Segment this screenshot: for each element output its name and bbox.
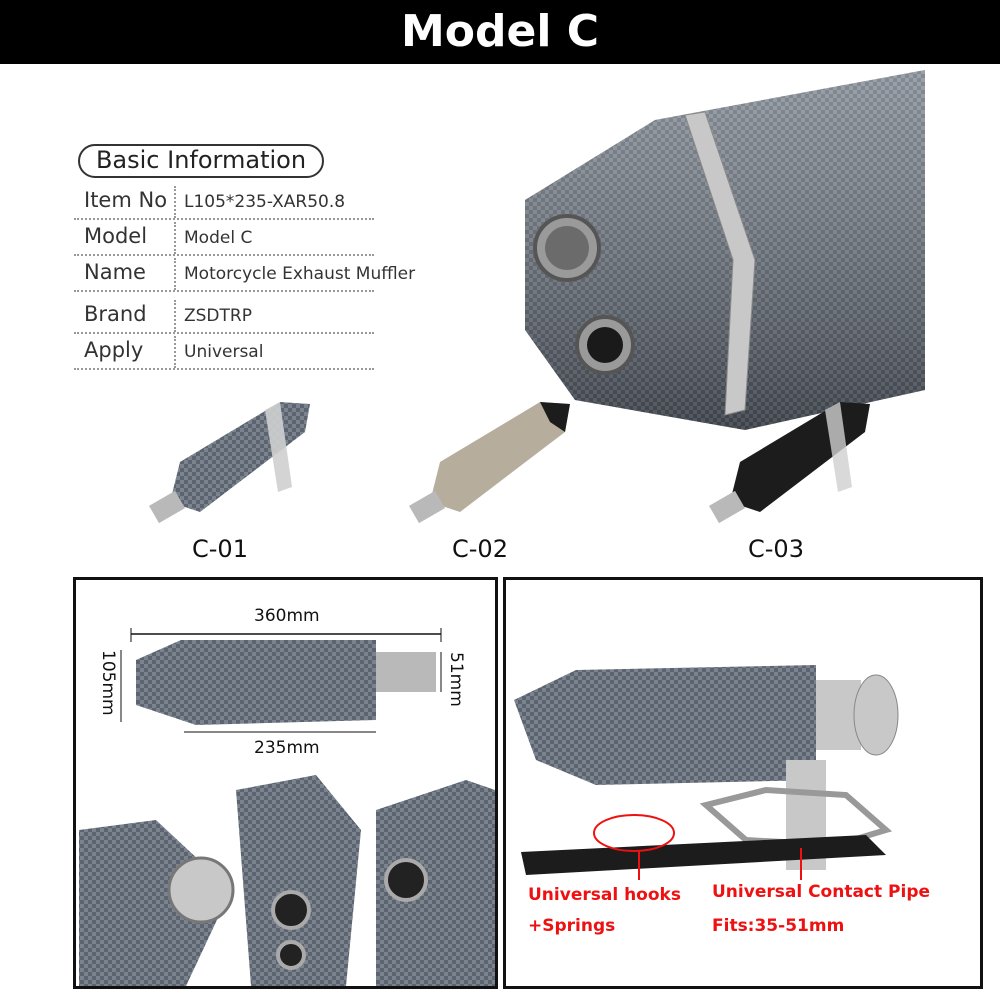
variant-c01-image [140,392,320,532]
variant-label-c03: C-03 [748,535,804,563]
dimensions-panel [73,577,498,989]
info-value: ZSDTRP [184,306,252,326]
info-separator [174,336,176,368]
callout-pipe-line1: Universal Contact Pipe [712,882,931,902]
info-label: Apply [84,338,144,362]
info-label: Model [84,224,148,248]
variant-c03-image [700,392,880,532]
info-value: Universal [184,342,264,362]
variant-label-c02: C-02 [452,535,508,563]
basic-info-table [74,140,444,375]
info-heading: Basic Information [95,146,307,174]
info-separator [174,222,176,254]
callout-pipe-line2: Fits:35-51mm [712,916,845,936]
info-label: Brand [84,302,147,326]
variant-label-c01: C-01 [192,535,248,563]
info-label: Item No [84,188,168,212]
callout-hooks-line2: +Springs [528,916,616,936]
info-separator [174,300,176,332]
info-value: L105*235-XAR50.8 [184,192,346,212]
info-row-brand [74,298,374,334]
info-separator [174,258,176,290]
variant-c02-image [400,392,580,532]
info-row-apply [74,334,374,370]
info-separator [174,186,176,218]
dim-length-total: 360mm [254,606,320,626]
dimension-diagram [76,580,495,986]
dim-body-length: 235mm [254,738,320,758]
accessories-panel [503,577,983,989]
info-row-model [74,220,374,256]
title-banner [0,0,1000,64]
page-title: Model C [400,6,600,57]
info-row-item-no [74,184,374,220]
info-label: Name [84,260,146,284]
dim-height: 105mm [98,650,118,716]
dim-inlet: 51mm [446,652,466,707]
muffler-closeup-image [505,70,925,430]
info-value: Motorcycle Exhaust Muffler [184,264,416,284]
info-value: Model C [184,228,253,248]
callout-hooks-line1: Universal hooks [528,885,681,905]
info-row-name [74,256,416,292]
